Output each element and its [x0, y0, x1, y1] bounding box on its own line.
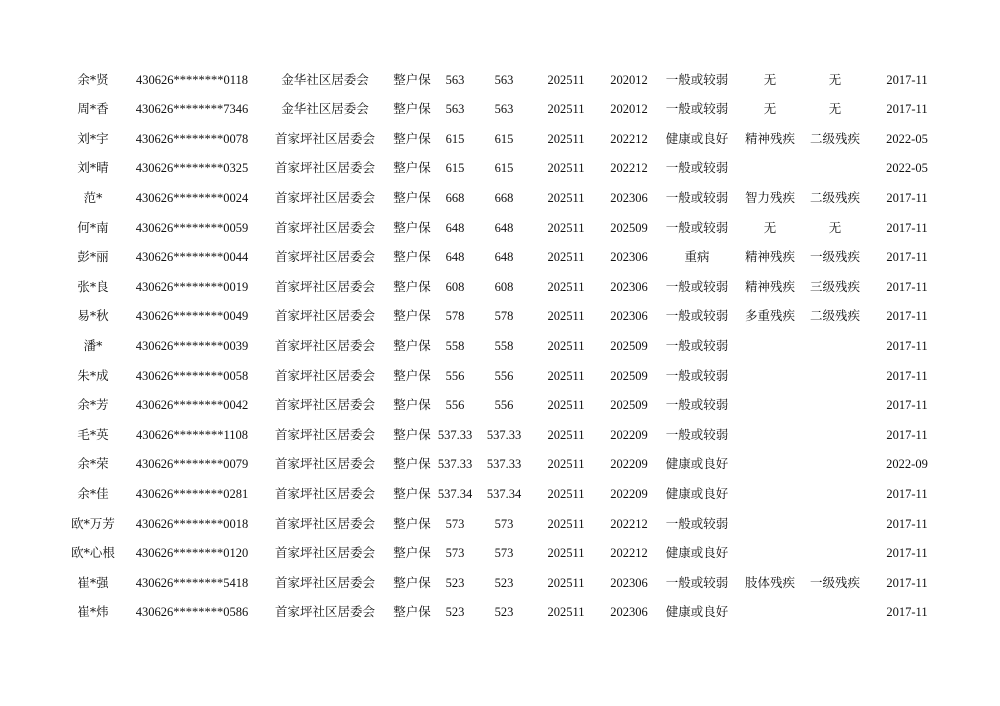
coverage-type-cell: 整户保 — [393, 485, 431, 501]
enrollment-date-cell: 2017-11 — [886, 575, 928, 590]
allowance-cell: 668 — [445, 190, 465, 205]
allowance-total-cell: 573 — [494, 546, 514, 561]
name-cell: 刘*宇 — [77, 130, 109, 146]
name-cell: 朱*成 — [77, 367, 109, 383]
period-start-cell: 202212 — [610, 131, 648, 146]
disability-level-cell — [806, 539, 864, 569]
period-start-cell: 202212 — [610, 161, 648, 176]
id-number-cell: 430626********0044 — [135, 250, 249, 265]
community-cell: 首家坪社区居委会 — [274, 426, 375, 442]
allowance-total-cell: 523 — [494, 575, 514, 590]
period-start-cell: 202306 — [610, 309, 648, 324]
community-cell: 首家坪社区居委会 — [274, 130, 375, 146]
period-current-cell: 202511 — [547, 605, 585, 620]
allowance-cell: 615 — [445, 131, 465, 146]
allowance-cell: 563 — [445, 72, 465, 87]
period-current-cell: 202511 — [547, 368, 585, 383]
community-cell: 首家坪社区居委会 — [274, 367, 375, 383]
name-cell: 周*香 — [77, 101, 109, 117]
health-status-cell: 一般或较弱 — [665, 101, 729, 117]
allowance-total-cell: 523 — [494, 605, 514, 620]
name-cell: 易*秋 — [77, 308, 109, 324]
period-start-cell: 202209 — [610, 427, 648, 442]
allowance-cell: 556 — [445, 398, 465, 413]
health-status-cell: 一般或较弱 — [665, 278, 729, 294]
allowance-total-cell: 563 — [494, 72, 514, 87]
disability-level-cell: 无 — [828, 101, 842, 117]
disability-type-cell — [734, 154, 806, 184]
table-row — [64, 272, 950, 302]
enrollment-date-cell: 2017-11 — [886, 398, 928, 413]
name-cell: 潘* — [83, 337, 103, 353]
period-start-cell: 202212 — [610, 546, 648, 561]
disability-level-cell: 一级残疾 — [809, 249, 860, 265]
community-cell: 首家坪社区居委会 — [274, 515, 375, 531]
id-number-cell: 430626********0019 — [135, 279, 249, 294]
enrollment-date-cell: 2017-11 — [886, 368, 928, 383]
disability-type-cell: 无 — [763, 101, 777, 117]
name-cell: 刘*晴 — [77, 160, 109, 176]
disability-type-cell — [734, 539, 806, 569]
disability-type-cell: 智力残疾 — [744, 189, 795, 205]
table-row — [64, 361, 950, 391]
allowance-cell: 573 — [445, 546, 465, 561]
roster-body — [64, 65, 950, 627]
name-cell: 余*佳 — [77, 485, 109, 501]
period-start-cell: 202209 — [610, 457, 648, 472]
period-current-cell: 202511 — [547, 309, 585, 324]
disability-level-cell — [806, 509, 864, 539]
period-start-cell: 202306 — [610, 279, 648, 294]
allowance-total-cell: 556 — [494, 398, 514, 413]
disability-type-cell — [734, 479, 806, 509]
id-number-cell: 430626********7346 — [135, 102, 249, 117]
disability-type-cell: 精神残疾 — [744, 249, 795, 265]
id-number-cell: 430626********1108 — [135, 427, 249, 442]
table-row — [64, 509, 950, 539]
health-status-cell: 一般或较弱 — [665, 337, 729, 353]
enrollment-date-cell: 2017-11 — [886, 309, 928, 324]
disability-type-cell — [734, 391, 806, 421]
community-cell: 首家坪社区居委会 — [274, 545, 375, 561]
period-current-cell: 202511 — [547, 279, 585, 294]
allowance-cell: 537.33 — [437, 427, 473, 442]
health-status-cell: 健康或良好 — [665, 456, 729, 472]
enrollment-date-cell: 2022-09 — [886, 457, 928, 472]
enrollment-date-cell: 2017-11 — [886, 486, 928, 501]
period-current-cell: 202511 — [547, 427, 585, 442]
disability-level-cell: 三级残疾 — [809, 278, 860, 294]
allowance-total-cell: 558 — [494, 338, 514, 353]
name-cell: 余*芳 — [77, 397, 109, 413]
period-current-cell: 202511 — [547, 102, 585, 117]
coverage-type-cell: 整户保 — [393, 160, 431, 176]
disability-type-cell: 精神残疾 — [744, 130, 795, 146]
name-cell: 崔*炜 — [77, 604, 109, 620]
table-row — [64, 183, 950, 213]
coverage-type-cell: 整户保 — [393, 515, 431, 531]
allowance-cell: 573 — [445, 516, 465, 531]
coverage-type-cell: 整户保 — [393, 604, 431, 620]
id-number-cell: 430626********0120 — [135, 546, 249, 561]
coverage-type-cell: 整户保 — [393, 397, 431, 413]
allowance-cell: 578 — [445, 309, 465, 324]
period-current-cell: 202511 — [547, 220, 585, 235]
health-status-cell: 一般或较弱 — [665, 397, 729, 413]
enrollment-date-cell: 2017-11 — [886, 102, 928, 117]
id-number-cell: 430626********0059 — [135, 220, 249, 235]
id-number-cell: 430626********0078 — [135, 131, 249, 146]
allowance-total-cell: 648 — [494, 250, 514, 265]
allowance-total-cell: 537.34 — [486, 486, 522, 501]
id-number-cell: 430626********0018 — [135, 516, 249, 531]
id-number-cell: 430626********0586 — [135, 605, 249, 620]
table-row — [64, 479, 950, 509]
disability-level-cell — [806, 331, 864, 361]
community-cell: 首家坪社区居委会 — [274, 308, 375, 324]
allowance-total-cell: 608 — [494, 279, 514, 294]
table-row — [64, 420, 950, 450]
table-row — [64, 598, 950, 628]
disability-level-cell: 二级残疾 — [809, 308, 860, 324]
allowance-cell: 615 — [445, 161, 465, 176]
coverage-type-cell: 整户保 — [393, 189, 431, 205]
period-current-cell: 202511 — [547, 250, 585, 265]
coverage-type-cell: 整户保 — [393, 219, 431, 235]
coverage-type-cell: 整户保 — [393, 367, 431, 383]
disability-type-cell — [734, 598, 806, 628]
enrollment-date-cell: 2017-11 — [886, 279, 928, 294]
community-cell: 首家坪社区居委会 — [274, 485, 375, 501]
community-cell: 金华社区居委会 — [281, 101, 369, 117]
allowance-total-cell: 578 — [494, 309, 514, 324]
enrollment-date-cell: 2017-11 — [886, 605, 928, 620]
community-cell: 首家坪社区居委会 — [274, 337, 375, 353]
table-row — [64, 65, 950, 95]
id-number-cell: 430626********5418 — [135, 575, 249, 590]
enrollment-date-cell: 2022-05 — [886, 161, 928, 176]
period-current-cell: 202511 — [547, 457, 585, 472]
period-current-cell: 202511 — [547, 190, 585, 205]
coverage-type-cell: 整户保 — [393, 545, 431, 561]
health-status-cell: 一般或较弱 — [665, 71, 729, 87]
table-row — [64, 568, 950, 598]
table-row — [64, 391, 950, 421]
name-cell: 余*贤 — [77, 71, 109, 87]
health-status-cell: 一般或较弱 — [665, 189, 729, 205]
health-status-cell: 一般或较弱 — [665, 426, 729, 442]
health-status-cell: 重病 — [684, 249, 710, 265]
coverage-type-cell: 整户保 — [393, 278, 431, 294]
id-number-cell: 430626********0325 — [135, 161, 249, 176]
coverage-type-cell: 整户保 — [393, 456, 431, 472]
allowance-total-cell: 537.33 — [486, 427, 522, 442]
coverage-type-cell: 整户保 — [393, 71, 431, 87]
disability-level-cell: 二级残疾 — [809, 189, 860, 205]
period-current-cell: 202511 — [547, 338, 585, 353]
enrollment-date-cell: 2017-11 — [886, 427, 928, 442]
id-number-cell: 430626********0281 — [135, 486, 249, 501]
period-start-cell: 202209 — [610, 486, 648, 501]
period-start-cell: 202212 — [610, 516, 648, 531]
table-row — [64, 331, 950, 361]
health-status-cell: 健康或良好 — [665, 130, 729, 146]
enrollment-date-cell: 2017-11 — [886, 250, 928, 265]
period-current-cell: 202511 — [547, 546, 585, 561]
name-cell: 何*南 — [77, 219, 109, 235]
disability-type-cell — [734, 361, 806, 391]
allowance-total-cell: 556 — [494, 368, 514, 383]
period-start-cell: 202509 — [610, 338, 648, 353]
table-row — [64, 95, 950, 125]
allowance-cell: 648 — [445, 250, 465, 265]
community-cell: 首家坪社区居委会 — [274, 249, 375, 265]
allowance-cell: 523 — [445, 605, 465, 620]
allowance-cell: 523 — [445, 575, 465, 590]
community-cell: 首家坪社区居委会 — [274, 456, 375, 472]
community-cell: 首家坪社区居委会 — [274, 574, 375, 590]
name-cell: 张*良 — [77, 278, 109, 294]
enrollment-date-cell: 2017-11 — [886, 220, 928, 235]
period-current-cell: 202511 — [547, 516, 585, 531]
id-number-cell: 430626********0049 — [135, 309, 249, 324]
id-number-cell: 430626********0058 — [135, 368, 249, 383]
disability-level-cell: 二级残疾 — [809, 130, 860, 146]
community-cell: 首家坪社区居委会 — [274, 397, 375, 413]
disability-type-cell — [734, 509, 806, 539]
enrollment-date-cell: 2017-11 — [886, 338, 928, 353]
period-start-cell: 202306 — [610, 605, 648, 620]
coverage-type-cell: 整户保 — [393, 337, 431, 353]
coverage-type-cell: 整户保 — [393, 308, 431, 324]
allowance-total-cell: 573 — [494, 516, 514, 531]
name-cell: 欧*心根 — [71, 545, 115, 561]
disability-type-cell — [734, 331, 806, 361]
disability-level-cell — [806, 450, 864, 480]
period-current-cell: 202511 — [547, 72, 585, 87]
assistance-roster-table — [64, 65, 950, 627]
table-row — [64, 243, 950, 273]
allowance-cell: 537.34 — [437, 486, 473, 501]
table-row — [64, 450, 950, 480]
name-cell: 范* — [83, 189, 103, 205]
health-status-cell: 一般或较弱 — [665, 367, 729, 383]
period-current-cell: 202511 — [547, 161, 585, 176]
community-cell: 首家坪社区居委会 — [274, 604, 375, 620]
enrollment-date-cell: 2017-11 — [886, 190, 928, 205]
disability-level-cell — [806, 598, 864, 628]
disability-type-cell — [734, 450, 806, 480]
allowance-cell: 563 — [445, 102, 465, 117]
name-cell: 余*荣 — [77, 456, 109, 472]
enrollment-date-cell: 2022-05 — [886, 131, 928, 146]
allowance-cell: 608 — [445, 279, 465, 294]
disability-type-cell: 多重残疾 — [744, 308, 795, 324]
period-current-cell: 202511 — [547, 575, 585, 590]
table-row — [64, 154, 950, 184]
disability-level-cell: 无 — [828, 71, 842, 87]
allowance-total-cell: 615 — [494, 131, 514, 146]
disability-level-cell — [806, 391, 864, 421]
table-row — [64, 124, 950, 154]
allowance-total-cell: 615 — [494, 161, 514, 176]
allowance-cell: 648 — [445, 220, 465, 235]
period-start-cell: 202509 — [610, 220, 648, 235]
name-cell: 崔*强 — [77, 574, 109, 590]
community-cell: 首家坪社区居委会 — [274, 278, 375, 294]
community-cell: 首家坪社区居委会 — [274, 219, 375, 235]
community-cell: 首家坪社区居委会 — [274, 189, 375, 205]
disability-level-cell — [806, 479, 864, 509]
enrollment-date-cell: 2017-11 — [886, 72, 928, 87]
allowance-cell: 556 — [445, 368, 465, 383]
table-row — [64, 302, 950, 332]
disability-level-cell — [806, 420, 864, 450]
health-status-cell: 一般或较弱 — [665, 219, 729, 235]
name-cell: 彭*丽 — [77, 249, 109, 265]
disability-type-cell: 肢体残疾 — [744, 574, 795, 590]
coverage-type-cell: 整户保 — [393, 101, 431, 117]
period-start-cell: 202306 — [610, 250, 648, 265]
period-start-cell: 202509 — [610, 398, 648, 413]
disability-level-cell — [806, 154, 864, 184]
coverage-type-cell: 整户保 — [393, 426, 431, 442]
period-start-cell: 202306 — [610, 575, 648, 590]
period-current-cell: 202511 — [547, 398, 585, 413]
enrollment-date-cell: 2017-11 — [886, 546, 928, 561]
id-number-cell: 430626********0042 — [135, 398, 249, 413]
disability-level-cell: 一级残疾 — [809, 574, 860, 590]
allowance-total-cell: 648 — [494, 220, 514, 235]
health-status-cell: 健康或良好 — [665, 545, 729, 561]
allowance-cell: 537.33 — [437, 457, 473, 472]
disability-level-cell: 无 — [828, 219, 842, 235]
disability-type-cell: 精神残疾 — [744, 278, 795, 294]
enrollment-date-cell: 2017-11 — [886, 516, 928, 531]
community-cell: 金华社区居委会 — [281, 71, 369, 87]
period-current-cell: 202511 — [547, 131, 585, 146]
name-cell: 毛*英 — [77, 426, 109, 442]
period-start-cell: 202012 — [610, 102, 648, 117]
health-status-cell: 一般或较弱 — [665, 574, 729, 590]
table-row — [64, 213, 950, 243]
allowance-total-cell: 537.33 — [486, 457, 522, 472]
id-number-cell: 430626********0118 — [135, 72, 249, 87]
period-start-cell: 202306 — [610, 190, 648, 205]
coverage-type-cell: 整户保 — [393, 574, 431, 590]
allowance-total-cell: 668 — [494, 190, 514, 205]
health-status-cell: 一般或较弱 — [665, 308, 729, 324]
coverage-type-cell: 整户保 — [393, 130, 431, 146]
id-number-cell: 430626********0079 — [135, 457, 249, 472]
health-status-cell: 健康或良好 — [665, 604, 729, 620]
id-number-cell: 430626********0039 — [135, 338, 249, 353]
allowance-cell: 558 — [445, 338, 465, 353]
health-status-cell: 健康或良好 — [665, 485, 729, 501]
period-start-cell: 202509 — [610, 368, 648, 383]
coverage-type-cell: 整户保 — [393, 249, 431, 265]
health-status-cell: 一般或较弱 — [665, 160, 729, 176]
disability-type-cell: 无 — [763, 219, 777, 235]
period-start-cell: 202012 — [610, 72, 648, 87]
name-cell: 欧*万芳 — [71, 515, 115, 531]
id-number-cell: 430626********0024 — [135, 190, 249, 205]
health-status-cell: 一般或较弱 — [665, 515, 729, 531]
disability-type-cell: 无 — [763, 71, 777, 87]
disability-type-cell — [734, 420, 806, 450]
disability-level-cell — [806, 361, 864, 391]
allowance-total-cell: 563 — [494, 102, 514, 117]
table-row — [64, 539, 950, 569]
community-cell: 首家坪社区居委会 — [274, 160, 375, 176]
period-current-cell: 202511 — [547, 486, 585, 501]
